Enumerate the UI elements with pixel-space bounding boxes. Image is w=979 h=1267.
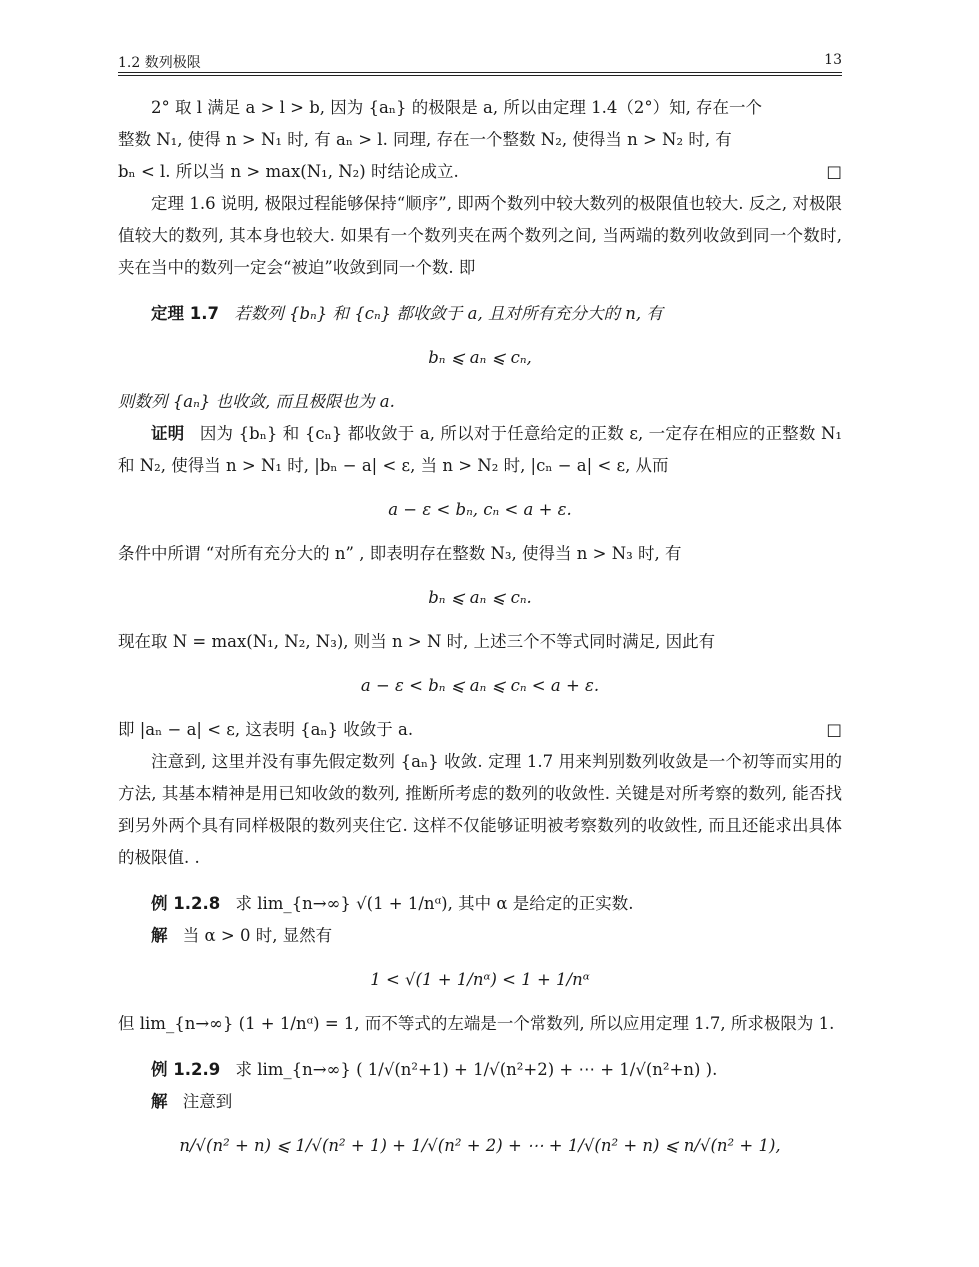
- equation: bₙ ⩽ aₙ ⩽ cₙ,: [428, 348, 532, 367]
- paragraph: 条件中所谓 “对所有充分大的 n” , 即表明存在整数 N₃, 使得当 n > N₃ 时, 有: [118, 544, 682, 563]
- solution-text: 注意到: [182, 1092, 233, 1111]
- example-label: 例 1.2.9: [151, 1060, 221, 1079]
- paragraph-line: [118, 124, 842, 156]
- paragraph: 定理 1.6 说明, 极限过程能够保持“顺序”, 即两个数列中较大数列的极限值也较大. 反之, 对极限值较大的数列, 其本身也较大. 如果有一个数列夹在两个数列之间, 当两端的数列收敛到同一个数时, 夹在当中的数列一定会“被迫”收敛到同一个数. 即: [118, 194, 842, 277]
- solution: [118, 920, 842, 952]
- text-line: bₙ < l. 所以当 n > max(N₁, N₂) 时结论成立.: [118, 162, 459, 181]
- proof-label: 证明: [151, 424, 185, 443]
- equation: n/√(n² + n) ⩽ 1/√(n² + 1) + 1/√(n² + 2) + ⋯ + 1/√(n² + n) ⩽ n/√(n² + 1),: [179, 1136, 781, 1155]
- proof-text: 因为 {bₙ} 和 {cₙ} 都收敛于 a, 所以对于任意给定的正数 ε, 一定存在相应的正整数 N₁ 和 N₂, 使得当 n > N₁ 时, |bₙ − a| < ε, 当 n > N₂ 时, |cₙ − a| < ε, 从而: [118, 424, 843, 475]
- text-line: 2° 取 l 满足 a > l > b, 因为 {aₙ} 的极限是 a, 所以由定理 1.4（2°）知, 存在一个: [151, 98, 763, 117]
- theorem-text: 若数列 {bₙ} 和 {cₙ} 都收敛于 a, 且对所有充分大的 n, 有: [234, 304, 663, 323]
- proof: [118, 418, 842, 482]
- running-head: [118, 50, 842, 73]
- example: [118, 888, 842, 920]
- paragraph-line: [118, 156, 842, 188]
- equation: 1 < √(1 + 1/nᵅ) < 1 + 1/nᵅ: [370, 970, 590, 989]
- text-line: 即 |aₙ − a| < ε, 这表明 {aₙ} 收敛于 a.: [118, 720, 414, 739]
- text-line: 整数 N₁, 使得 n > N₁ 时, 有 aₙ > l. 同理, 存在一个整数 N₂, 使得当 n > N₂ 时, 有: [118, 130, 732, 149]
- paragraph-line: [118, 92, 842, 124]
- paragraph: 但 lim_{n→∞} (1 + 1/nᵅ) = 1, 而不等式的左端是一个常数列, 所以应用定理 1.7, 所求极限为 1.: [118, 1014, 835, 1033]
- paragraph: 注意到, 这里并没有事先假定数列 {aₙ} 收敛. 定理 1.7 用来判别数列收敛是一个初等而实用的方法, 其基本精神是用已知收敛的数列, 推断所考虑的数列的收敛性. 关键是对所考察的数列, 能否找到另外两个具有同样极限的数列夹住它. 这样不仅能够证明被考察数列的收敛性, 而且还能求出具体的极限值. .: [118, 752, 842, 867]
- theorem: [118, 298, 842, 330]
- example: [118, 1054, 842, 1086]
- theorem-label: 定理 1.7: [151, 304, 219, 323]
- equation: bₙ ⩽ aₙ ⩽ cₙ.: [428, 588, 532, 607]
- example-text: 求 lim_{n→∞} ( 1/√(n²+1) + 1/√(n²+2) + ⋯ + 1/√(n²+n) ).: [235, 1060, 718, 1079]
- page: [118, 50, 843, 1155]
- equation: a − ε < bₙ, cₙ < a + ε.: [388, 500, 572, 519]
- solution: [118, 1086, 842, 1118]
- solution-label: 解: [151, 1092, 168, 1111]
- example-label: 例 1.2.8: [151, 894, 221, 913]
- qed-symbol: □: [826, 162, 842, 181]
- qed-symbol: □: [826, 720, 842, 739]
- equation: a − ε < bₙ ⩽ aₙ ⩽ cₙ < a + ε.: [360, 676, 600, 695]
- paragraph: [118, 714, 842, 746]
- solution-text: 当 α > 0 时, 显然有: [182, 926, 333, 945]
- paragraph: 现在取 N = max(N₁, N₂, N₃), 则当 n > N 时, 上述三个不等式同时满足, 因此有: [118, 632, 716, 651]
- body-text: [118, 92, 842, 1174]
- section-title: 1.2 数列极限: [118, 55, 201, 71]
- solution-label: 解: [151, 926, 168, 945]
- page-number: 13: [824, 52, 842, 68]
- theorem-conclusion: 则数列 {aₙ} 也收敛, 而且极限也为 a.: [118, 392, 395, 411]
- example-text: 求 lim_{n→∞} √(1 + 1/nᵅ), 其中 α 是给定的正实数.: [235, 894, 634, 913]
